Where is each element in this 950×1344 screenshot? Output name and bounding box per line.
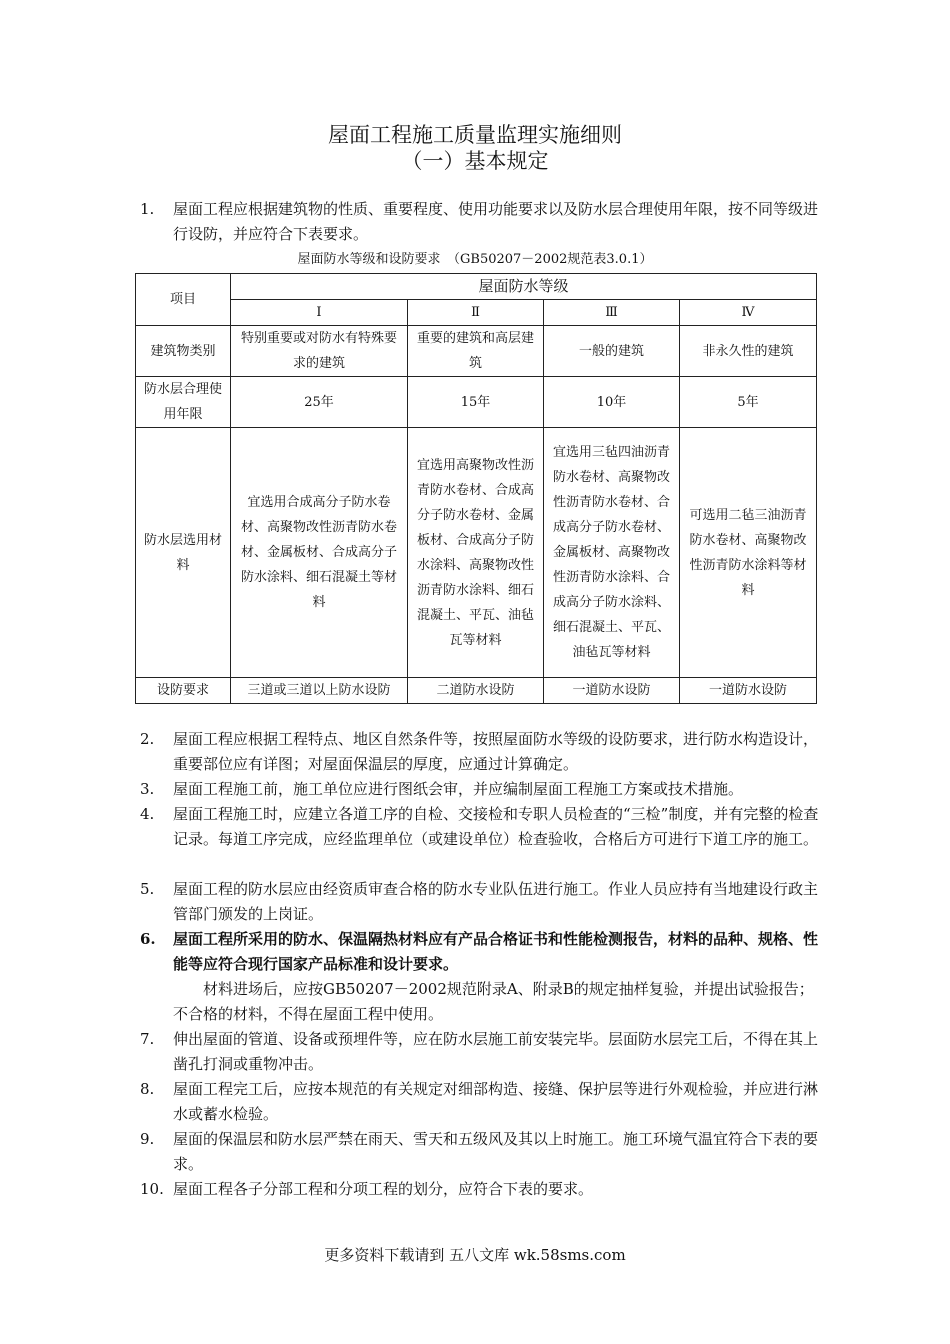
table-cell: 重要的建筑和高层建筑 [408, 326, 544, 377]
section-title: （一）基本规定 [401, 149, 549, 173]
grade-col-4: Ⅳ [680, 300, 817, 326]
table-header-item: 项目 [136, 274, 231, 326]
clause-text: 屋面工程施工时，应建立各道工序的自检、交接检和专职人员检查的“三检”制度，并有完整的检查记录。每道工序完成，应经监理单位（或建设单位）检查验收，合格后方可进行下道工序的施工。 [173, 805, 819, 848]
clause-2 [140, 727, 820, 777]
clause-number: 2. [140, 730, 155, 748]
clause-number: 9. [140, 1130, 155, 1148]
clause-6 [140, 927, 820, 977]
clause-number: 4. [140, 805, 155, 823]
table-cell: 25年 [231, 377, 408, 428]
row-label: 建筑物类别 [136, 326, 231, 377]
clause-4 [140, 802, 820, 852]
clause-text: 伸出屋面的管道、设备或预埋件等，应在防水层施工前安装完毕。层面防水层完工后，不得在其上凿孔打洞或重物冲击。 [173, 1030, 819, 1073]
table-cell: 宜选用合成高分子防水卷材、高聚物改性沥青防水卷材、金属板材、合成高分子防水涂料、细石混凝土等材料 [231, 428, 408, 678]
table-cell: 宜选用高聚物改性沥青防水卷材、合成高分子防水卷材、金属板材、合成高分子防水涂料、高聚物改性沥青防水涂料、细石混凝土、平瓦、油毡瓦等材料 [408, 428, 544, 678]
page-title: 屋面工程施工质量监理实施细则 [328, 123, 622, 147]
clause-number: 8. [140, 1080, 155, 1098]
row-label: 防水层合理使用年限 [136, 377, 231, 428]
table-row [136, 326, 817, 377]
table-caption: 屋面防水等级和设防要求 （GB50207－2002规范表3.0.1） [297, 252, 653, 267]
clause-number: 10. [140, 1180, 164, 1198]
clause-text: 屋面工程施工前，施工单位应进行图纸会审，并应编制屋面工程施工方案或技术措施。 [173, 780, 744, 798]
row-label: 防水层选用材料 [136, 428, 231, 678]
grade-col-2: Ⅱ [408, 300, 544, 326]
table-cell: 二道防水设防 [408, 678, 544, 704]
clause-1 [140, 197, 820, 247]
table-cell: 可选用二毡三油沥青防水卷材、高聚物改性沥青防水涂料等材料 [680, 428, 817, 678]
grade-col-1: Ⅰ [231, 300, 408, 326]
clause-text: 屋面工程应根据工程特点、地区自然条件等，按照屋面防水等级的设防要求，进行防水构造设计，重要部位应有详图；对屋面保温层的厚度，应通过计算确定。 [173, 730, 819, 773]
table-cell: 15年 [408, 377, 544, 428]
table-cell: 特别重要或对防水有特殊要求的建筑 [231, 326, 408, 377]
footer-link[interactable]: 更多资料下载请到 五八文库 wk.58sms.com [324, 1246, 626, 1264]
table-cell: 宜选用三毡四油沥青防水卷材、高聚物改性沥青防水卷材、合成高分子防水卷材、金属板材、高聚物改性沥青防水涂料、合成高分子防水涂料、细石混凝土、平瓦、油毡瓦等材料 [544, 428, 680, 678]
clause-8 [140, 1077, 820, 1127]
clause-5 [140, 877, 820, 927]
clause-number: 7. [140, 1030, 155, 1048]
clause-text: 屋面的保温层和防水层严禁在雨天、雪天和五级风及其以上时施工。施工环境气温宜符合下表的要求。 [173, 1130, 819, 1173]
table-cell: 一道防水设防 [544, 678, 680, 704]
table-row [136, 428, 817, 678]
clause-number: 5. [140, 880, 155, 898]
table-cell: 三道或三道以上防水设防 [231, 678, 408, 704]
clause-text: 屋面工程所采用的防水、保温隔热材料应有产品合格证书和性能检测报告，材料的品种、规格、性能等应符合现行国家产品标准和设计要求。 [173, 930, 819, 973]
clause-9 [140, 1127, 820, 1177]
table-cell: 一般的建筑 [544, 326, 680, 377]
grade-col-3: Ⅲ [544, 300, 680, 326]
table-cell: 10年 [544, 377, 680, 428]
clause-10 [140, 1177, 820, 1202]
clause-number: 6. [140, 930, 156, 948]
row-label: 设防要求 [136, 678, 231, 704]
clause-text: 屋面工程应根据建筑物的性质、重要程度、使用功能要求以及防水层合理使用年限，按不同等级进行设防，并应符合下表要求。 [173, 200, 819, 243]
table-cell: 非永久性的建筑 [680, 326, 817, 377]
clause-number: 3. [140, 780, 155, 798]
clause-6-note [140, 977, 820, 1027]
clause-text: 屋面工程的防水层应由经资质审查合格的防水专业队伍进行施工。作业人员应持有当地建设行政主管部门颁发的上岗证。 [173, 880, 819, 923]
table-row [136, 678, 817, 704]
clause-3 [140, 777, 820, 802]
clause-text: 屋面工程各子分部工程和分项工程的划分，应符合下表的要求。 [173, 1180, 594, 1198]
table-header-grade: 屋面防水等级 [231, 274, 817, 300]
table-row [136, 377, 817, 428]
clause-note-text: 材料进场后，应按GB50207－2002规范附录A、附录B的规定抽样复验，并提出试验报告；不合格的材料，不得在屋面工程中使用。 [173, 980, 814, 1023]
waterproof-grade-table [135, 273, 817, 704]
table-cell: 一道防水设防 [680, 678, 817, 704]
clause-text: 屋面工程完工后，应按本规范的有关规定对细部构造、接缝、保护层等进行外观检验，并应进行淋水或蓄水检验。 [173, 1080, 819, 1123]
clause-number: 1. [140, 200, 155, 218]
clause-7 [140, 1027, 820, 1077]
table-cell: 5年 [680, 377, 817, 428]
